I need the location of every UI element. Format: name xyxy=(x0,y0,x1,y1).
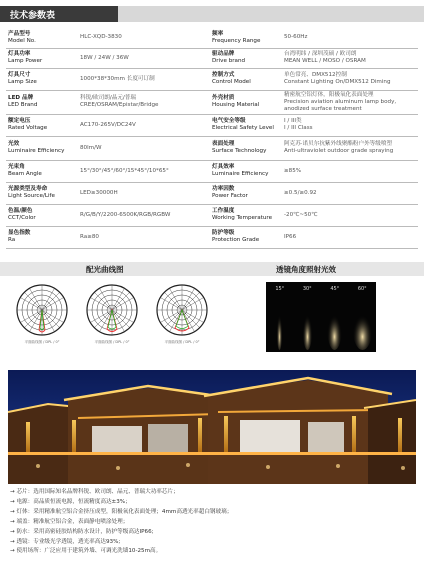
spec-label: 光束角 Beam Angle xyxy=(6,160,78,182)
spec-value: IP66 xyxy=(282,226,418,248)
spec-label: 灯具尺寸 Lamp Size xyxy=(6,68,78,90)
spec-label: 控制方式 Control Model xyxy=(210,68,282,90)
spec-label: 表面处理 Surface Technology xyxy=(210,136,282,160)
spec-label: 电气安全等级 Electrical Safety Level xyxy=(210,114,282,136)
spec-value: 科锐/欧司朗/晶元/普瑞 CREE/OSRAM/Epistar/Bridge xyxy=(78,90,210,114)
spec-header xyxy=(0,6,424,22)
spec-value: LED≥30000H xyxy=(78,182,210,204)
beam-cell xyxy=(321,282,349,352)
polar-diagram xyxy=(16,284,68,336)
feature-item: → 灯体：采用精准航空铝合金挤压成型，阳极氧化表面处理；4mm高透光率超白钢玻璃； xyxy=(10,508,233,515)
beam-effect-title: 透镜角度照射光效 xyxy=(276,265,336,274)
spec-label: 额定电压 Rated Voltage xyxy=(6,114,78,136)
spec-row xyxy=(6,136,418,160)
diagram-caption: 平面曲线图 / DPL / 0° xyxy=(164,340,200,344)
spec-value: 1000*38*30mm 长度可订制 xyxy=(78,68,210,90)
spec-value: ≥85% xyxy=(282,160,418,182)
polar-diagram xyxy=(156,284,208,336)
beam-angle-label: 15° xyxy=(275,286,285,292)
feature-item: → 端盖：精准航空铝合金，表面静电喷涂处理； xyxy=(10,518,129,525)
spec-label: 产品型号 Model No. xyxy=(6,28,78,48)
beam-angle-label: 60° xyxy=(357,286,367,292)
spec-row xyxy=(6,226,418,248)
spec-label: 驱动品牌 Drive brand xyxy=(210,48,282,68)
building-night-photo xyxy=(8,370,416,484)
beam-cell xyxy=(266,282,294,352)
spec-table xyxy=(6,28,418,249)
spec-row xyxy=(6,160,418,182)
spec-row xyxy=(6,204,418,226)
spec-row xyxy=(6,182,418,204)
spec-label: 防护等级 Protection Grade xyxy=(210,226,282,248)
spec-row xyxy=(6,48,418,68)
spec-label: 光源类型及寿命 Light Source/Life xyxy=(6,182,78,204)
polar-diagram xyxy=(86,284,138,336)
spec-label: 外壳材质 Housing Material xyxy=(210,90,282,114)
spec-value: ≥0.5/≥0.92 xyxy=(282,182,418,204)
spec-label: LED 品牌 LED Brand xyxy=(6,90,78,114)
beam-angle-label: 30° xyxy=(302,286,312,292)
spec-row xyxy=(6,68,418,90)
spec-row xyxy=(6,28,418,48)
spec-value: 阿克苏·诺贝尔抗紫外线聚酯粉户外等级喷塑 Anti-ultraviolet outdoor grade spraying xyxy=(282,136,418,160)
spec-value: 50-60Hz xyxy=(282,28,418,48)
spec-label: 频率 Frequency Range xyxy=(210,28,282,48)
spec-row xyxy=(6,90,418,114)
spec-label: 色温/颜色 CCT/Color xyxy=(6,204,78,226)
spec-label: 功率因数 Power Factor xyxy=(210,182,282,204)
spec-header-title: 技术参数表 xyxy=(10,11,56,21)
spec-value: 15°/30°/45°/60°/15*45°/10*65° xyxy=(78,160,210,182)
spec-value: HLC-XQD-3830 xyxy=(78,28,210,48)
light-distribution-title: 配光曲线图 xyxy=(86,265,124,274)
feature-item: → 使用场所：广泛应用于建筑外墙、可调光洗墙10-25m高。 xyxy=(10,548,162,555)
feature-item: → 防水：采用高密硅胶结构防水设计，防护等级高达IP66; xyxy=(10,528,154,535)
spec-value: 台湾明纬 / 深圳茂硕 / 欧司朗 MEAN WELL / MOSO / OSRAM xyxy=(282,48,418,68)
spec-label: 显色指数 Ra xyxy=(6,226,78,248)
spec-value: 精密航空铝灯体，阳极氧化表面处理 Precision aviation aluminum lamp body, anodized surface treatment xyxy=(282,90,418,114)
spec-row xyxy=(6,114,418,136)
spec-value: Ra≥80 xyxy=(78,226,210,248)
spec-label: 灯具效率 Luminaire Efficiency xyxy=(210,160,282,182)
feature-item: → 透镜：专业级光学透镜，透光率高达93%; xyxy=(10,538,121,545)
spec-header-light-bar xyxy=(118,6,424,22)
spec-value: 单色常亮、DMX512控制 Constant Lighting On/DMX512 Diming xyxy=(282,68,418,90)
beam-cell xyxy=(349,282,377,352)
spec-value: R/G/B/Y/2200-6500K/RGB/RGBW xyxy=(78,204,210,226)
spec-value: 18W / 24W / 36W xyxy=(78,48,210,68)
spec-value: -20℃~50℃ xyxy=(282,204,418,226)
spec-label: 光效 Luminaire Efficiency xyxy=(6,136,78,160)
section-band xyxy=(0,262,424,276)
diagram-caption: 平面曲线图 / DPL / 0° xyxy=(24,340,60,344)
beam-angle-label: 45° xyxy=(330,286,340,292)
feature-item: → 电源：高品质恒流电源，恒流精度高达±3%； xyxy=(10,498,131,505)
spec-value: 80lm/W xyxy=(78,136,210,160)
beam-light xyxy=(321,282,348,352)
spec-label: 工作温度 Working Temperature xyxy=(210,204,282,226)
spec-value: AC170-265V/DC24V xyxy=(78,114,210,136)
beam-cell xyxy=(294,282,322,352)
beam-light xyxy=(349,282,376,352)
beam-effect-strip xyxy=(266,282,376,352)
feature-item: → 芯片：选用国际知名品牌科锐、欧司朗、晶元、普瑞大功率芯片； xyxy=(10,489,179,495)
diagram-caption: 平面曲线图 / DPL / 0° xyxy=(94,340,130,344)
beam-light xyxy=(294,282,321,352)
beam-light xyxy=(266,282,293,352)
feature-list xyxy=(10,488,420,557)
spec-value: I / III类 I / III Class xyxy=(282,114,418,136)
spec-label: 灯具功率 Lamp Power xyxy=(6,48,78,68)
